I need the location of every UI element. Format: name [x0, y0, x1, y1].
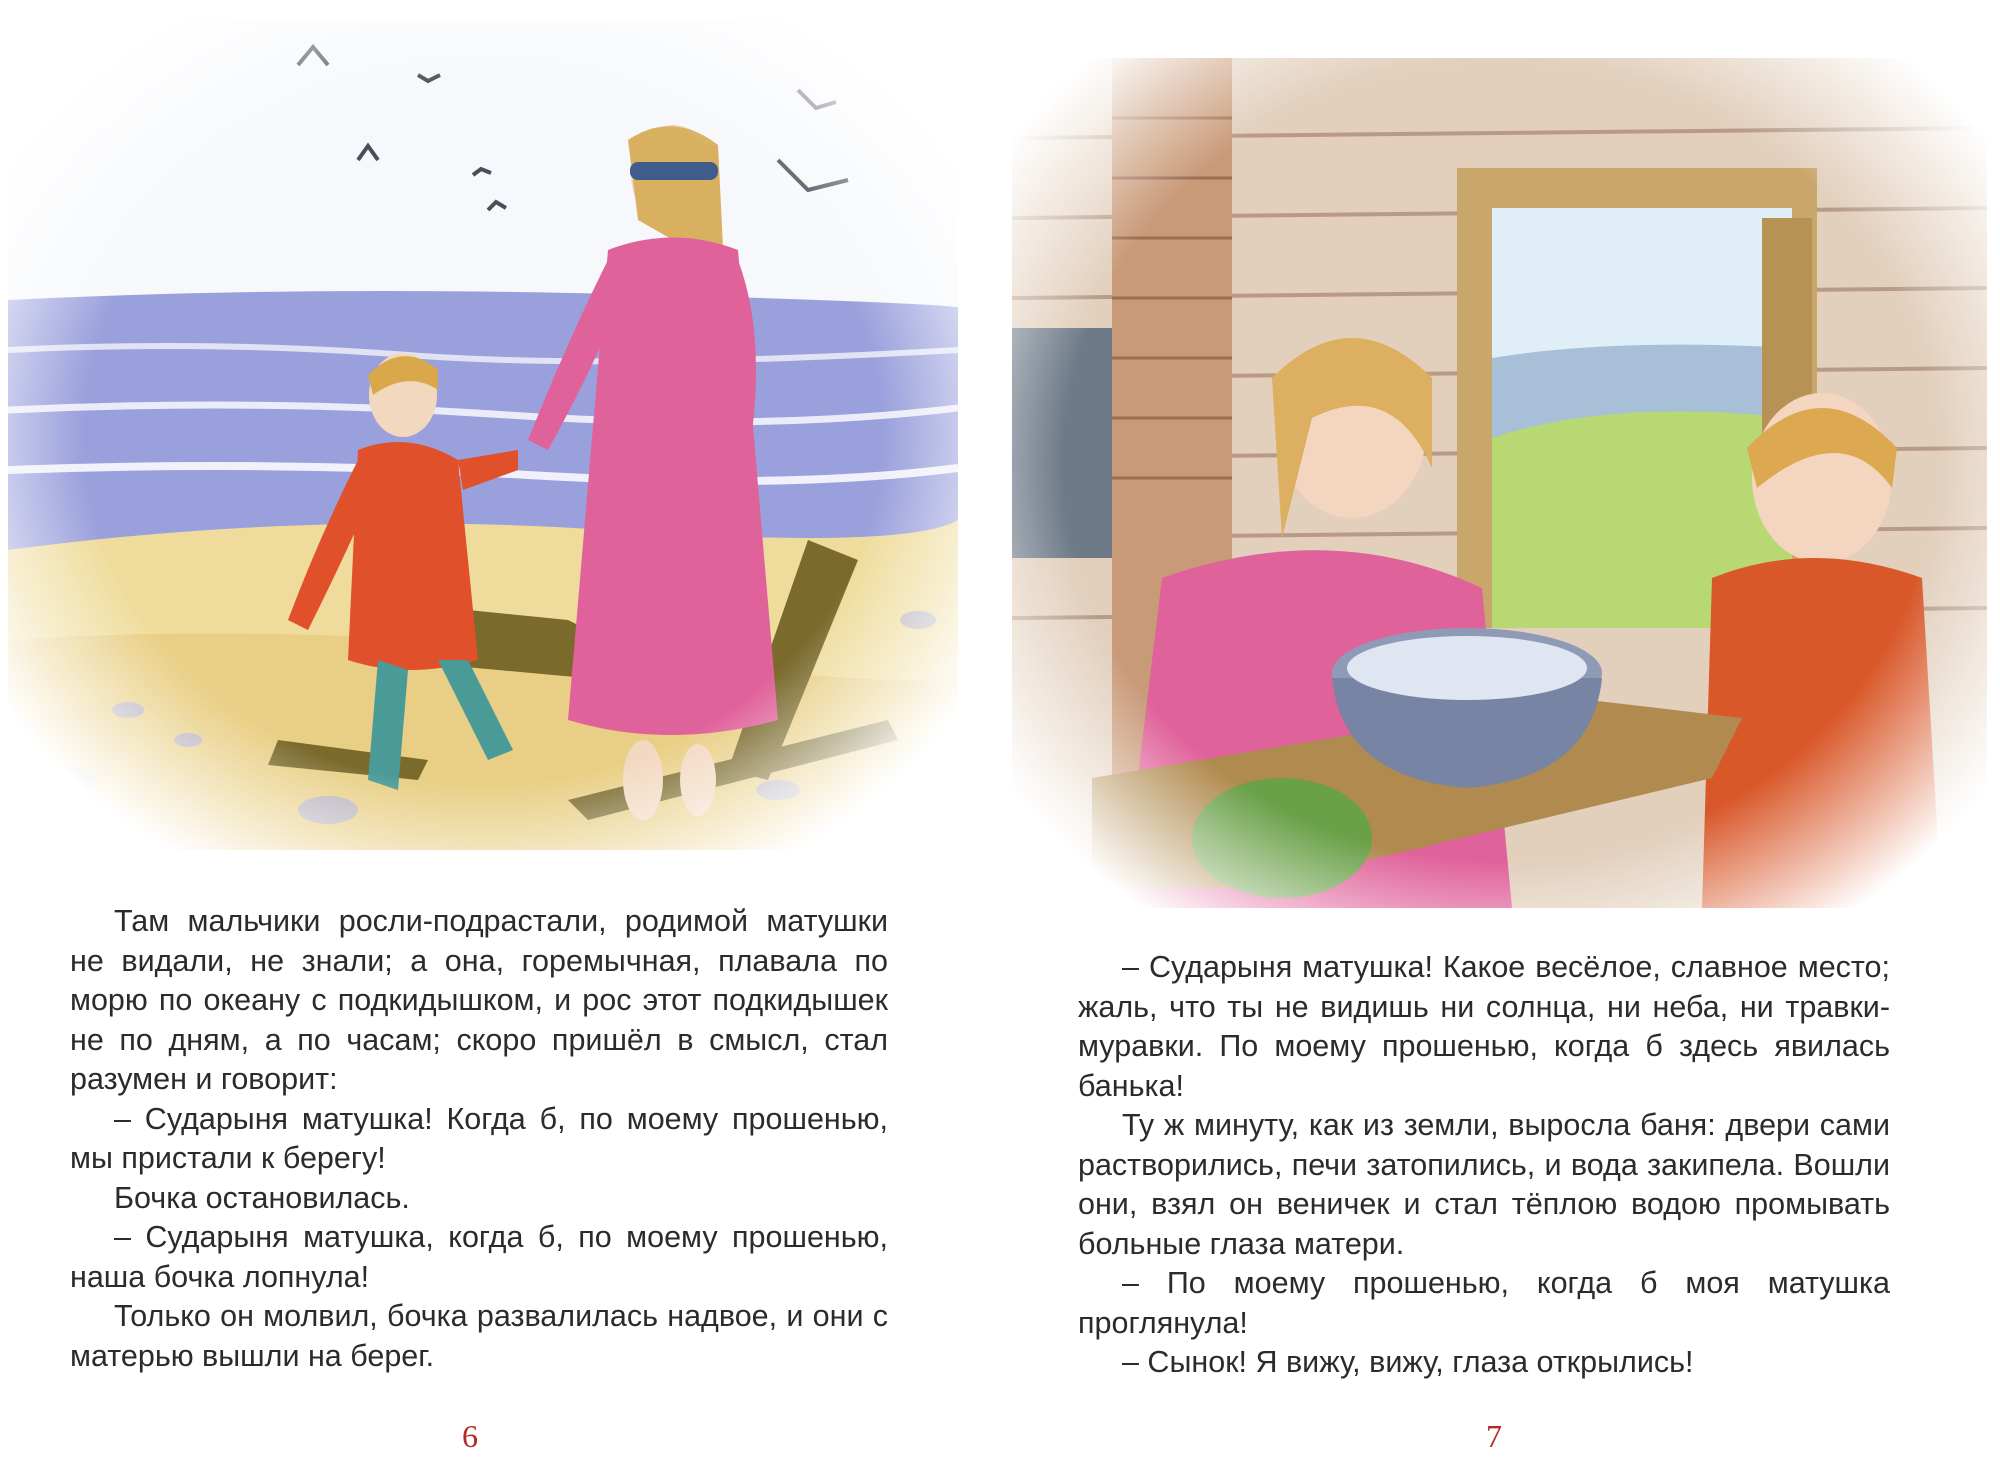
paragraph: – Сударыня матушка! Какое весёлое, славное место; жаль, что ты не видишь ни солнца, ни неба, ни травки-муравки. По моему прошенью, когда б здесь явилась банька! [1078, 950, 1890, 1103]
paragraph: – Сударыня матушка, когда б, по моему прошенью, наша бочка лопнула! [70, 1220, 888, 1294]
paragraph: – Сынок! Я вижу, вижу, глаза открылись! [1122, 1345, 1694, 1379]
paragraph: – По моему прошенью, когда б моя матушка проглянула! [1078, 1266, 1890, 1340]
paragraph: – Сударыня матушка! Когда б, по моему прошенью, мы пристали к берегу! [70, 1101, 888, 1175]
paragraph: Бочка остановилась. [114, 1180, 410, 1215]
bathhouse-illustration [1012, 18, 1987, 908]
paragraph: Там мальчики росли-подрастали, родимой матушки не видали, не знали; а она, горемычная, плавала по морю по океану с подкидышком, и рос этот подкидышек не по дням, а по часам; скоро пришёл в смысл, стал разумен и говорит: [70, 904, 888, 1096]
left-page-text [70, 902, 888, 1376]
page-number: 6 [462, 1418, 478, 1454]
paragraph: Ту ж минуту, как из земли, выросла баня: двери сами растворились, печи затопились, и вода закипела. Вошли они, взял он веничек и стал тёплою водою промывать больные глаза матери. [1078, 1108, 1890, 1261]
beach-illustration [8, 20, 958, 850]
page-number: 7 [1486, 1418, 1502, 1454]
paragraph: Только он молвил, бочка развалилась надвое, и они с матерью вышли на берег. [70, 1299, 888, 1373]
right-page [1000, 0, 2000, 1474]
right-page-text [1078, 948, 1890, 1383]
